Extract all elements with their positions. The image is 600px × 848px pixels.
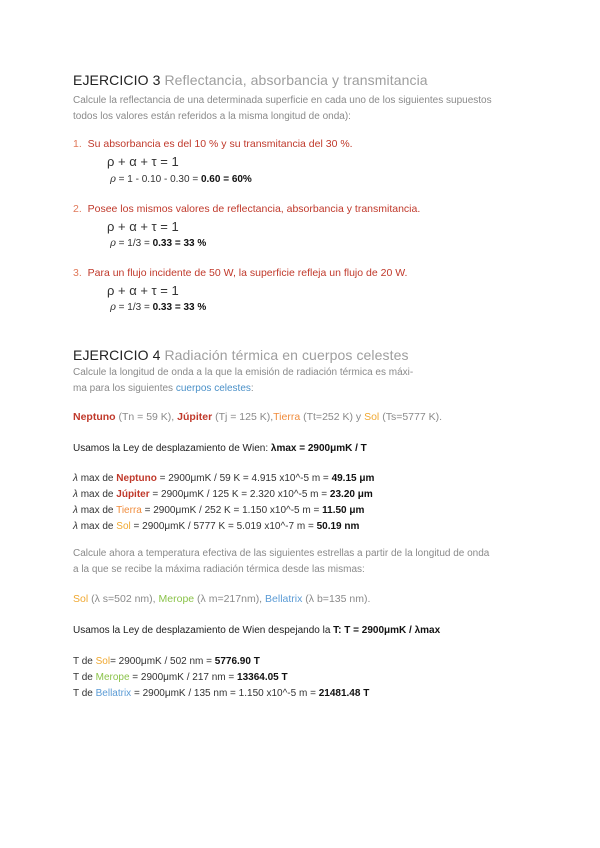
ex3-title: EJERCICIO 3 xyxy=(73,72,161,88)
tcalc-prefix: T de xyxy=(73,672,96,683)
law-text: Usamos la Ley de desplazamiento de Wien: xyxy=(73,443,271,454)
planet-temp: (Ts=5777 K). xyxy=(379,411,443,423)
lambda-symbol: λ xyxy=(73,473,78,484)
ex3-result-2 xyxy=(110,238,206,249)
question-number: 2. xyxy=(73,203,82,215)
star-list xyxy=(73,593,370,605)
lambda-symbol: λ xyxy=(73,505,78,516)
tcalc-row-bellatrix xyxy=(73,686,369,702)
calc-row-tierra xyxy=(73,503,374,519)
tcalc-middle: = 2900μmK / 135 nm = 1.150 x10^-5 m = xyxy=(131,688,319,699)
calc-name: Sol xyxy=(116,521,131,532)
result-calc: = 1/3 = xyxy=(118,238,150,249)
calc-prefix: max de xyxy=(77,473,117,484)
tcalc-result: 21481.48 T xyxy=(318,688,370,699)
lambda-symbol: λ xyxy=(73,489,78,500)
calc-middle: = 2900μmK / 5777 K = 5.019 x10^-7 m = xyxy=(130,521,317,532)
question-number: 3. xyxy=(73,267,82,279)
celestial-bodies-link[interactable]: cuerpos celestes xyxy=(175,383,251,394)
calc-result: 23.20 μm xyxy=(329,489,373,500)
star-bellatrix: Bellatrix xyxy=(265,593,303,605)
ex3-heading xyxy=(73,72,428,88)
wien-law-line xyxy=(73,443,367,454)
ex4-intro-line-1: Calcule la longitud de onda a la que la emisión de radiación térmica es máxi- xyxy=(73,367,414,378)
calc-row-jupiter xyxy=(73,487,374,503)
ex4-subtitle: Radiación térmica en cuerpos celestes xyxy=(164,347,409,363)
rho-symbol: ρ xyxy=(110,302,116,313)
calc-row-sol xyxy=(73,519,374,535)
calc-prefix: max de xyxy=(77,521,117,532)
calc-middle: = 2900μmK / 59 K = 4.915 x10^-5 m = xyxy=(156,473,332,484)
result-value: 0.33 = 33 % xyxy=(152,302,207,313)
law-formula: T: T = 2900μmK / λmax xyxy=(333,625,441,636)
ex3-question-1 xyxy=(73,138,353,150)
ex4-heading xyxy=(73,347,409,363)
result-calc: = 1/3 = xyxy=(118,302,150,313)
planet-sol: Sol xyxy=(364,411,380,423)
tcalc-middle: = 2900μmK / 502 nm = xyxy=(110,656,215,667)
law-text: Usamos la Ley de desplazamiento de Wien despejando la xyxy=(73,625,334,636)
ex4-intro-line-2 xyxy=(73,380,254,397)
calc-result: 50.19 nm xyxy=(316,521,360,532)
tcalc-name: Sol xyxy=(95,656,111,667)
calc-middle: = 2900μmK / 125 K = 2.320 x10^-5 m = xyxy=(149,489,330,500)
star-value: (λ s=502 nm), xyxy=(88,593,159,605)
ex4-intro2-line-2: a la que se recibe la máxima radiación térmica desde las mismas: xyxy=(73,564,365,575)
tcalc-prefix: T de xyxy=(73,656,96,667)
ex3-intro-line-2: todos los valores están referidos a la misma longitud de onda): xyxy=(73,111,351,122)
planet-list xyxy=(73,411,442,423)
star-value: (λ m=217nm), xyxy=(194,593,266,605)
tcalc-name: Merope xyxy=(95,672,130,683)
star-value: (λ b=135 nm). xyxy=(302,593,371,605)
tcalc-result: 5776.90 T xyxy=(214,656,260,667)
ex3-equation-2: ρ + α + τ = 1 xyxy=(107,219,179,234)
lambda-calculations xyxy=(73,471,374,535)
rho-symbol: ρ xyxy=(110,238,116,249)
calc-result: 49.15 μm xyxy=(331,473,375,484)
calc-prefix: max de xyxy=(77,489,117,500)
calc-name: Tierra xyxy=(116,505,142,516)
star-merope: Merope xyxy=(158,593,195,605)
planet-temp: (Tt=252 K) y xyxy=(300,411,365,423)
planet-temp: (Tn = 59 K), xyxy=(115,411,178,423)
ex3-question-2 xyxy=(73,203,420,215)
question-number: 1. xyxy=(73,138,82,150)
tcalc-result: 13364.05 T xyxy=(237,672,288,683)
calc-middle: = 2900μmK / 252 K = 1.150 x10^-5 m = xyxy=(141,505,323,516)
question-text: Posee los mismos valores de reflectancia, absorbancia y transmitancia. xyxy=(87,203,421,215)
ex3-result-3 xyxy=(110,302,206,313)
law-formula: λmax = 2900μmK / T xyxy=(270,443,367,454)
tcalc-row-merope xyxy=(73,670,369,686)
result-calc: = 1 - 0.10 - 0.30 = xyxy=(118,174,199,185)
tcalc-middle: = 2900μmK / 217 nm = xyxy=(129,672,238,683)
calc-name: Neptuno xyxy=(116,473,157,484)
ex4-title: EJERCICIO 4 xyxy=(73,347,161,363)
ex3-question-3 xyxy=(73,267,407,279)
intro-colon: : xyxy=(250,383,254,394)
question-text: Para un flujo incidente de 50 W, la superficie refleja un flujo de 20 W. xyxy=(87,267,408,279)
temperature-calculations xyxy=(73,654,369,702)
tcalc-name: Bellatrix xyxy=(95,688,132,699)
calc-result: 11.50 μm xyxy=(322,505,365,516)
wien-law-inverse-line xyxy=(73,625,440,636)
rho-symbol: ρ xyxy=(110,174,116,185)
calc-name: Júpiter xyxy=(116,489,150,500)
calc-row-neptuno xyxy=(73,471,374,487)
planet-temp: (Tj = 125 K), xyxy=(212,411,274,423)
star-sol: Sol xyxy=(73,593,89,605)
calc-prefix: max de xyxy=(77,505,117,516)
result-value: 0.33 = 33 % xyxy=(152,238,207,249)
ex3-intro-line-1: Calcule la reflectancia de una determinada superficie en cada uno de los siguientes supuestos xyxy=(73,95,492,106)
result-value: 0.60 = 60% xyxy=(200,174,252,185)
ex3-subtitle: Reflectancia, absorbancia y transmitancia xyxy=(164,72,428,88)
planet-tierra: Tierra xyxy=(273,411,301,423)
question-text: Su absorbancia es del 10 % y su transmitancia del 30 %. xyxy=(87,138,353,150)
lambda-symbol: λ xyxy=(73,521,78,532)
tcalc-prefix: T de xyxy=(73,688,96,699)
ex3-equation-1: ρ + α + τ = 1 xyxy=(107,154,179,169)
planet-jupiter: Júpiter xyxy=(177,411,213,423)
planet-neptuno: Neptuno xyxy=(73,411,116,423)
intro-text: ma para los siguientes xyxy=(73,383,176,394)
ex4-intro2-line-1: Calcule ahora a temperatura efectiva de las siguientes estrellas a partir de la longitud de onda xyxy=(73,548,490,559)
tcalc-row-sol xyxy=(73,654,369,670)
ex3-result-1 xyxy=(110,174,252,185)
ex3-equation-3: ρ + α + τ = 1 xyxy=(107,283,179,298)
